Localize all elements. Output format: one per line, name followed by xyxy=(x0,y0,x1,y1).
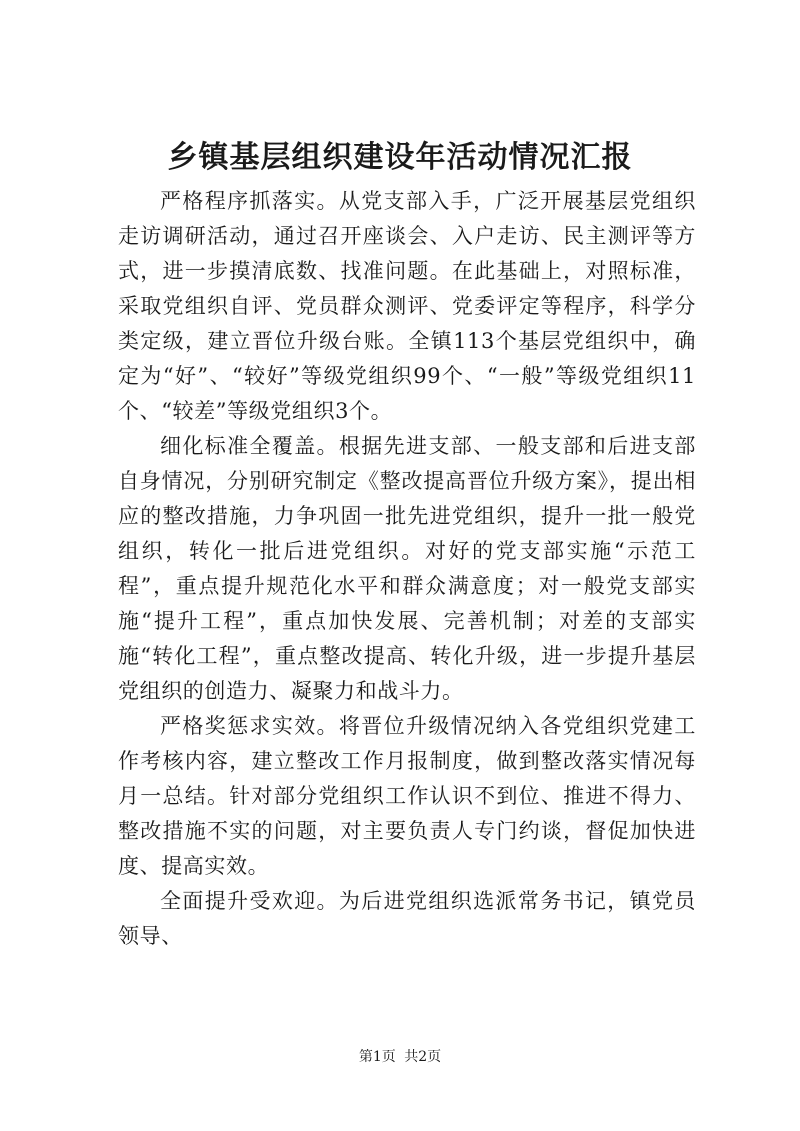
paragraph-3: 严格奖惩求实效。将晋位升级情况纳入各党组织党建工作考核内容，建立整改工作月报制度，做到整改落实情况每月一总结。针对部分党组织工作认识不到位、推进不得力、整改措施不实的问题，对主要负责人专门约谈，督促加快进度、提高实效。 xyxy=(118,714,696,878)
page-number: 第1页 xyxy=(358,1049,396,1065)
page-total: 共2页 xyxy=(404,1049,442,1065)
paragraph-2: 细化标准全覆盖。根据先进支部、一般支部和后进支部自身情况，分别研究制定《整改提高晋位升级方案》，提出相应的整改措施，力争巩固一批先进党组织，提升一批一般党组织，转化一批后进党组织。对好的党支部实施“示范工程”，重点提升规范化水平和群众满意度；对一般党支部实施“提升工程”，重点加快发展、完善机制；对差的支部实施“转化工程”，重点整改提高、转化升级，进一步提升基层党组织的创造力、凝聚力和战斗力。 xyxy=(118,434,696,703)
paragraph-4: 全面提升受欢迎。为后进党组织选派常务书记，镇党员领导、 xyxy=(118,889,696,948)
page-footer xyxy=(0,1048,800,1066)
document-title: 乡镇基层组织建设年活动情况汇报 xyxy=(167,140,633,175)
document-body xyxy=(118,184,696,954)
paragraph-1: 严格程序抓落实。从党支部入手，广泛开展基层党组织走访调研活动，通过召开座谈会、入户走访、民主测评等方式，进一步摸清底数、找准问题。在此基础上，对照标准，采取党组织自评、党员群众测评、党委评定等程序，科学分类定级，建立晋位升级台账。全镇113个基层党组织中，确定为“好”、“较好”等级党组织99个、“一般”等级党组织11个、“较差”等级党组织3个。 xyxy=(118,189,696,423)
